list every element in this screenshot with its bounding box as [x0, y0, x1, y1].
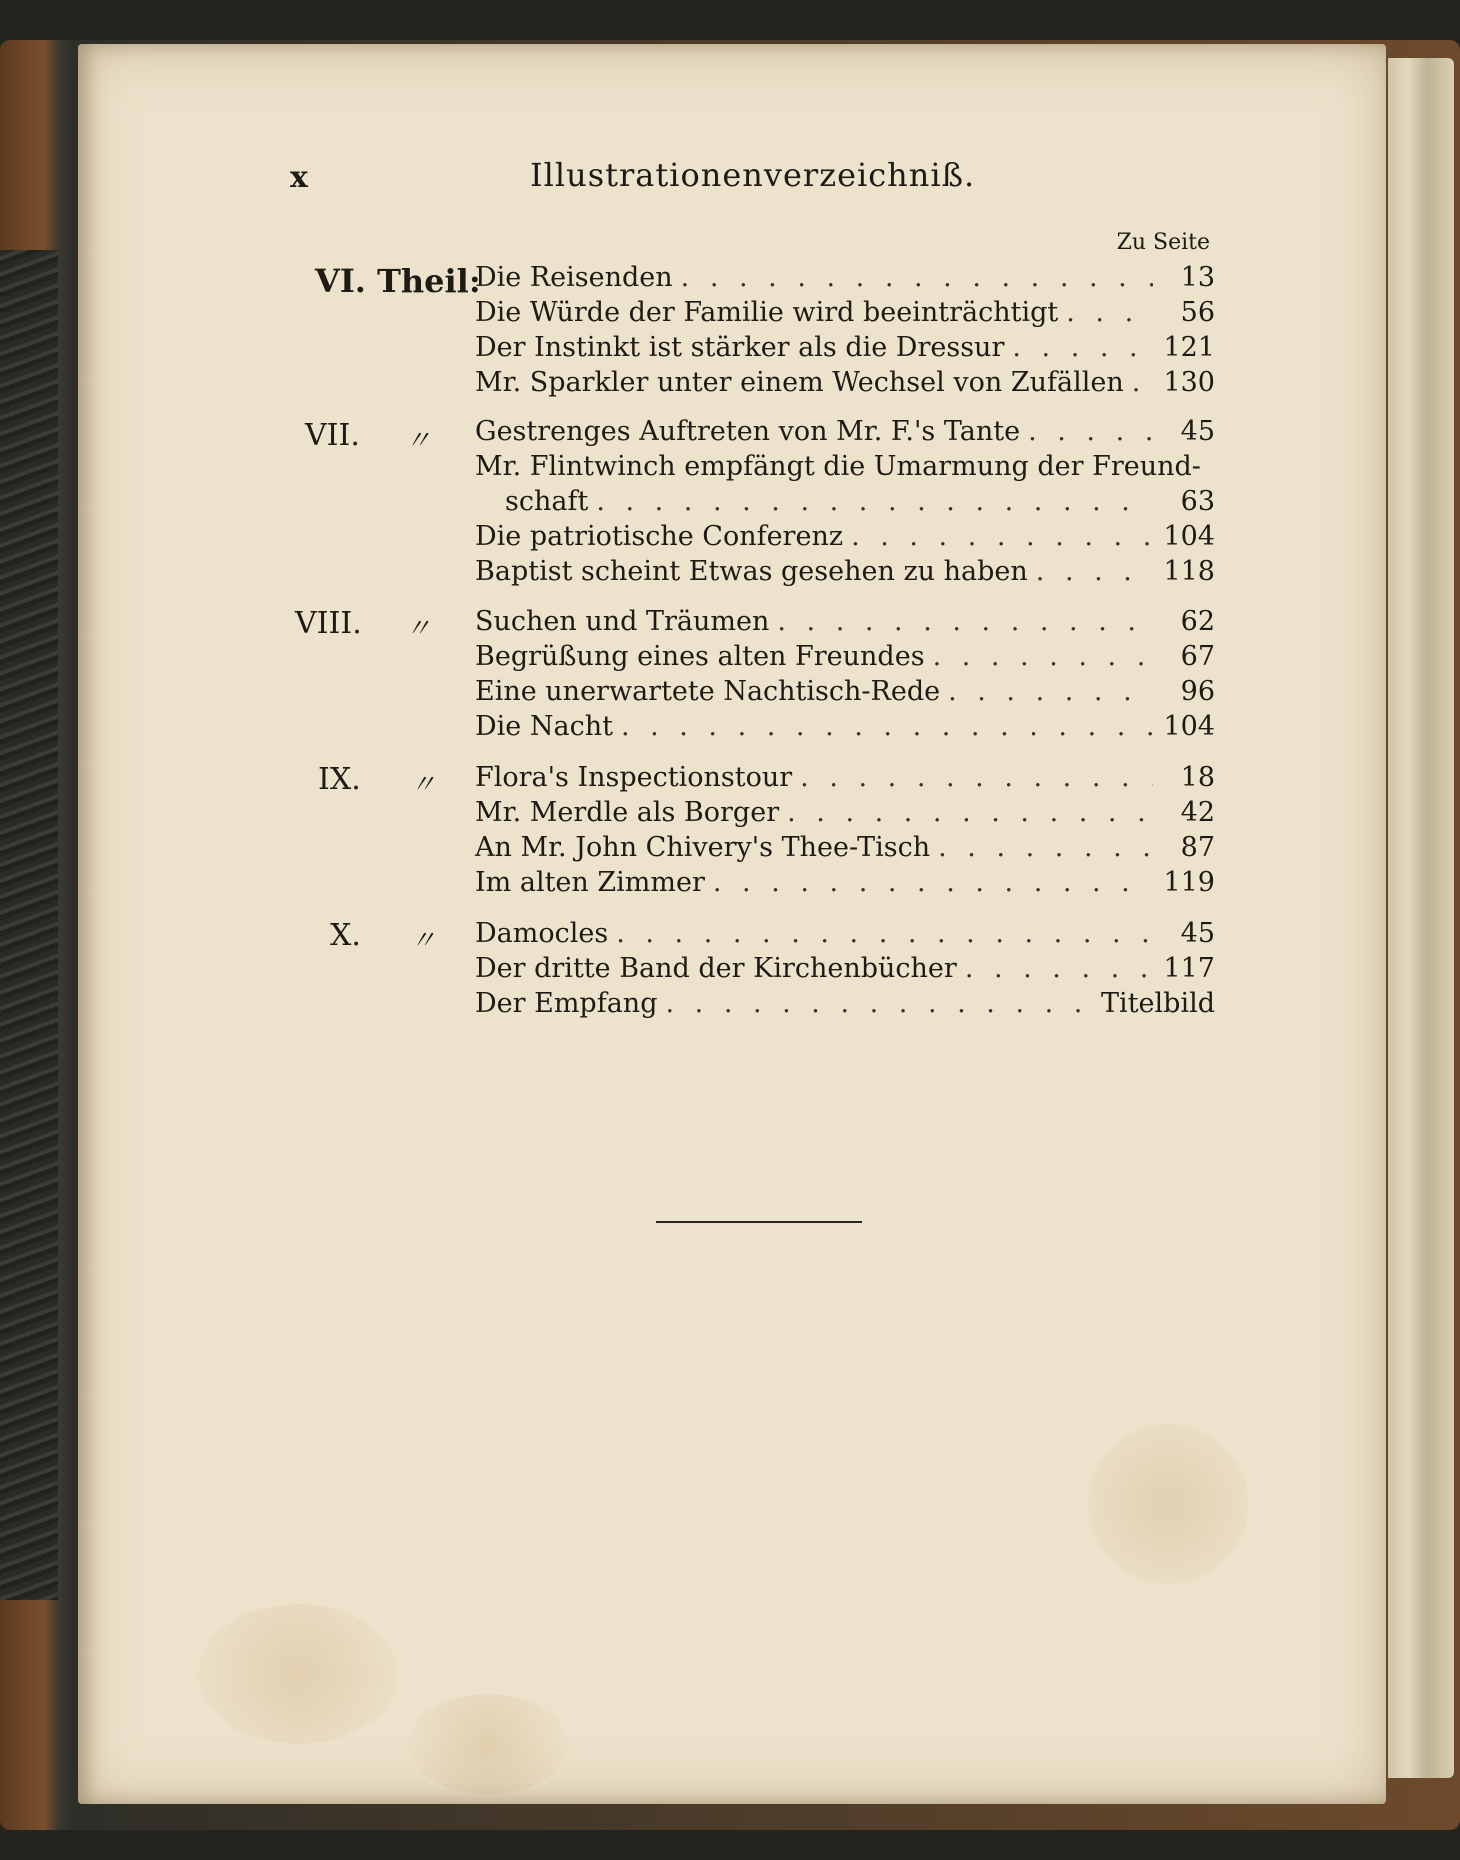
- entry-title: Eine unerwartete Nachtisch-Rede: [475, 676, 941, 707]
- leader-dots: [681, 262, 1153, 293]
- toc-entry: [475, 797, 1215, 831]
- end-rule: [656, 1221, 862, 1223]
- toc-entry: [475, 953, 1215, 987]
- leader-dots: [800, 762, 1153, 793]
- entry-title: Die patriotische Conferenz: [475, 521, 844, 552]
- part-label: IX.: [318, 762, 361, 797]
- leader-dots: [777, 606, 1153, 637]
- toc-entry: [475, 676, 1215, 710]
- entry-page: 104: [1163, 711, 1215, 742]
- entry-page: 67: [1180, 641, 1215, 672]
- leader-dots: [1012, 332, 1153, 363]
- page-number: x: [290, 160, 308, 195]
- entry-page: 42: [1180, 797, 1215, 828]
- page-edges: [1388, 58, 1454, 1778]
- entry-title: Der Empfang: [475, 988, 658, 1019]
- entry-page: 18: [1180, 762, 1215, 793]
- toc-entry: [475, 521, 1215, 555]
- leader-dots: [787, 797, 1153, 828]
- paper-stain: [408, 1694, 568, 1794]
- toc-entry: [475, 297, 1215, 331]
- entry-title: schaft: [505, 486, 589, 517]
- leader-dots: [851, 521, 1153, 552]
- toc-entry: [475, 451, 1215, 485]
- entry-page: Titelbild: [1101, 988, 1215, 1019]
- toc-entry: [475, 867, 1215, 901]
- leader-dots: [1028, 416, 1153, 447]
- entry-title: Mr. Sparkler unter einem Wechsel von Zufällen: [475, 367, 1124, 398]
- leader-dots: [938, 832, 1153, 863]
- entry-page: 117: [1163, 953, 1215, 984]
- entry-page: 96: [1180, 676, 1215, 707]
- toc-entry: [475, 988, 1215, 1022]
- entry-page: 121: [1163, 332, 1215, 363]
- part-label: VIII.: [295, 606, 362, 641]
- entry-title: Die Nacht: [475, 711, 613, 742]
- entry-page: 56: [1180, 297, 1215, 328]
- entry-page: 130: [1163, 367, 1215, 398]
- leader-dots: [713, 867, 1153, 898]
- entry-page: 118: [1163, 556, 1215, 587]
- toc-entry: [475, 711, 1215, 745]
- leader-dots: [965, 953, 1153, 984]
- toc-entry: [475, 556, 1215, 590]
- entry-title: Im alten Zimmer: [475, 867, 705, 898]
- toc-entry: [475, 762, 1215, 796]
- part-label: VII.: [305, 418, 360, 453]
- toc-entry: [475, 832, 1215, 866]
- entry-page: 13: [1180, 262, 1215, 293]
- paper-stain: [1088, 1424, 1248, 1584]
- entry-page: 63: [1180, 486, 1215, 517]
- entry-title: Die Würde der Familie wird beeinträchtigt: [475, 297, 1059, 328]
- running-head: Illustrationenverzeichniß.: [530, 156, 976, 194]
- part-label: VI. Theil:: [315, 262, 481, 300]
- leader-dots: [616, 918, 1153, 949]
- entry-page: 104: [1163, 521, 1215, 552]
- entry-title: Baptist scheint Etwas gesehen zu haben: [475, 556, 1028, 587]
- entry-title: Mr. Merdle als Borger: [475, 797, 780, 828]
- entry-title: Flora's Inspectionstour: [475, 762, 793, 793]
- entry-title: Suchen und Träumen: [475, 606, 770, 637]
- entry-page: 45: [1180, 918, 1215, 949]
- entry-title: Die Reisenden: [475, 262, 673, 293]
- leader-dots: [948, 676, 1153, 707]
- entry-title: Mr. Flintwinch empfängt die Umarmung der Freund-: [475, 451, 1201, 482]
- entry-page: 45: [1180, 416, 1215, 447]
- toc-entry: [475, 606, 1215, 640]
- entry-title: Der dritte Band der Kirchenbücher: [475, 953, 957, 984]
- entry-title: An Mr. John Chivery's Thee-Tisch: [475, 832, 931, 863]
- column-header: Zu Seite: [1116, 230, 1210, 255]
- leader-dots: [621, 711, 1153, 742]
- toc-entry: [505, 486, 1215, 520]
- entry-title: Begrüßung eines alten Freundes: [475, 641, 925, 672]
- part-label: X.: [330, 918, 361, 953]
- ditto-mark: 〃: [410, 770, 437, 800]
- paper-stain: [198, 1604, 398, 1744]
- entry-page: 119: [1163, 867, 1215, 898]
- leader-dots: [1036, 556, 1153, 587]
- ditto-mark: 〃: [405, 614, 432, 644]
- entry-title: Damocles: [475, 918, 609, 949]
- toc-entry: [475, 262, 1215, 296]
- leader-dots: [596, 486, 1153, 517]
- ditto-mark: 〃: [410, 926, 437, 956]
- toc-entry: [475, 367, 1215, 401]
- book-spine: [0, 250, 58, 1600]
- leader-dots: [665, 988, 1093, 1019]
- entry-page: 62: [1180, 606, 1215, 637]
- toc-entry: [475, 416, 1215, 450]
- leader-dots: [1132, 367, 1153, 398]
- entry-title: Der Instinkt ist stärker als die Dressur: [475, 332, 1005, 363]
- toc-entry: [475, 918, 1215, 952]
- leader-dots: [1066, 297, 1153, 328]
- toc-entry: [475, 641, 1215, 675]
- toc-entry: [475, 332, 1215, 366]
- entry-title: Gestrenges Auftreten von Mr. F.'s Tante: [475, 416, 1021, 447]
- ditto-mark: 〃: [405, 426, 432, 456]
- leader-dots: [933, 641, 1153, 672]
- entry-page: 87: [1180, 832, 1215, 863]
